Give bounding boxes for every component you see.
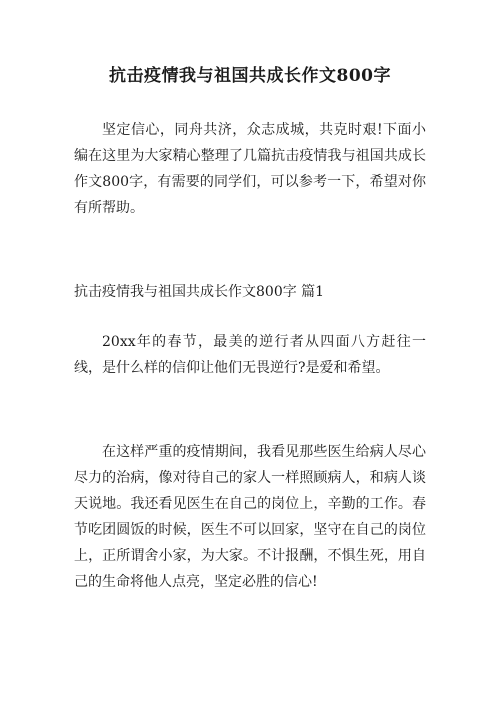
document-title: 抗击疫情我与祖国共成长作文800字 xyxy=(109,66,391,86)
body-paragraph-2: 在这样严重的疫情期间，我看见那些医生给病人尽心尽力的治病，像对待自己的家人一样照顾病人，和病人谈天说地。我还看见医生在自己的岗位上，辛勤的工作。春节吃团圆饭的时候，医生不可以回家，坚守在自己的岗位上，正所谓舍小家，为大家。不计报酬，不惧生死，用自己的生命将他人点亮，坚定必胜的信心! xyxy=(74,444,426,590)
body-paragraph-1: 20xx年的春节，最美的逆行者从四面八方赶往一线，是什么样的信仰让他们无畏逆行?是爱和希望。 xyxy=(74,334,426,376)
section-heading: 抗击疫情我与祖国共成长作文800字 篇1 xyxy=(74,284,325,300)
intro-paragraph: 坚定信心，同舟共济，众志成城，共克时艰!下面小编在这里为大家精心整理了几篇抗击疫情我与祖国共成长作文800字，有需要的同学们，可以参考一下，希望对你有所帮助。 xyxy=(74,122,426,216)
